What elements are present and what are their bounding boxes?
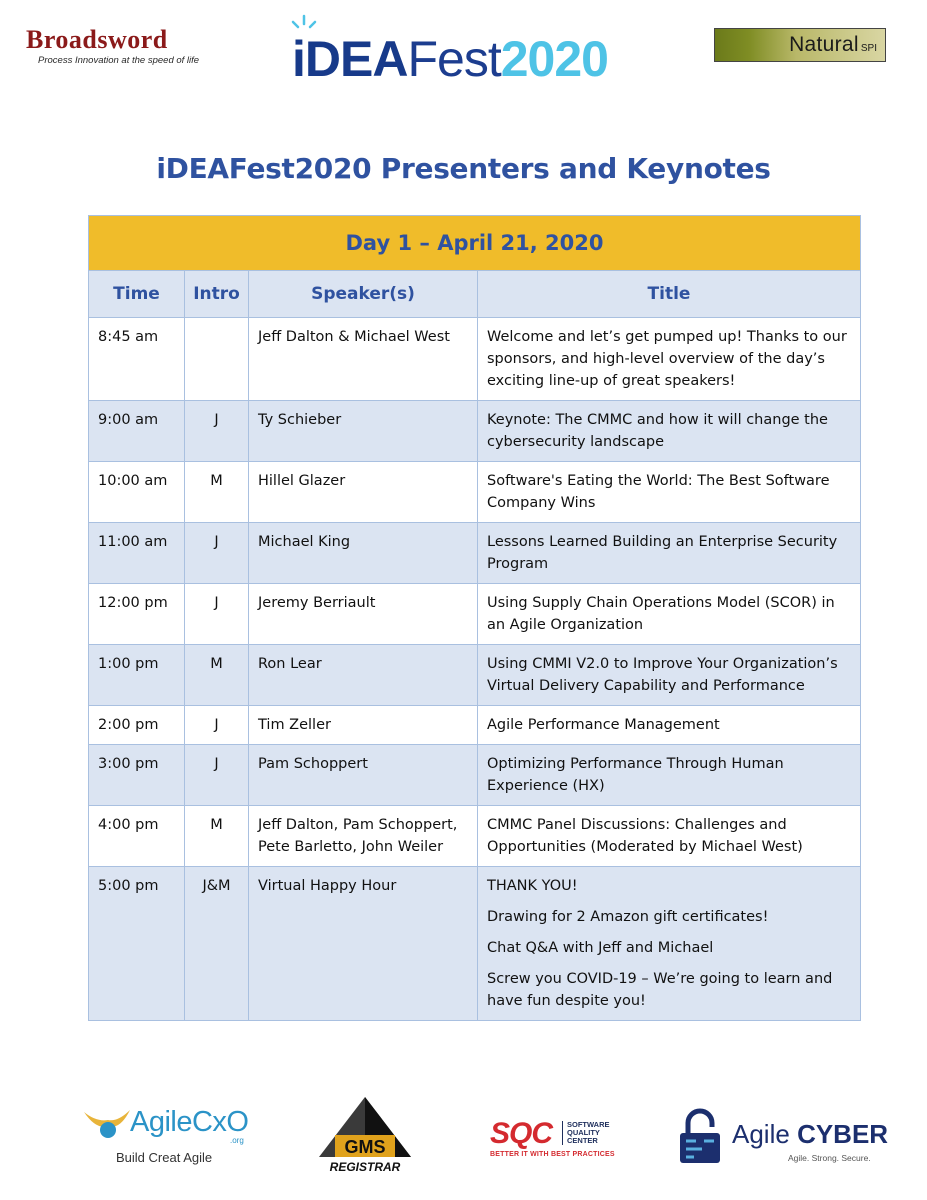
table-row — [89, 523, 861, 584]
column-header-time: Time — [89, 271, 185, 318]
title-paragraph: Welcome and let’s get pumped up! Thanks to our sponsors, and high-level overview of the day’s exciting line-up of great speakers! — [487, 329, 847, 389]
cell-title — [478, 462, 861, 523]
natural-wordmark: Natural — [789, 33, 859, 56]
cell-intro: J — [185, 706, 249, 745]
agilecxo-wordmark: AgileCxO — [130, 1106, 249, 1138]
title-paragraph: Software's Eating the World: The Best Software Company Wins — [487, 473, 830, 511]
title-paragraph: Drawing for 2 Amazon gift certificates! — [487, 909, 769, 925]
agilecxo-bird-icon — [82, 1104, 132, 1144]
cell-time: 3:00 pm — [89, 745, 185, 806]
cell-title — [478, 645, 861, 706]
cell-time: 9:00 am — [89, 401, 185, 462]
schedule-body — [89, 318, 861, 1021]
cell-intro: J — [185, 584, 249, 645]
agilecxo-logo — [80, 1100, 260, 1170]
cell-title — [478, 745, 861, 806]
cell-time: 4:00 pm — [89, 806, 185, 867]
gms-registrar-logo — [315, 1095, 415, 1175]
cell-time: 12:00 pm — [89, 584, 185, 645]
table-row — [89, 645, 861, 706]
ideafest-prefix: iDEA — [292, 31, 408, 85]
cell-speakers: Jeff Dalton & Michael West — [249, 318, 478, 401]
sqc-name-line: CENTER — [567, 1136, 598, 1145]
cell-title — [478, 401, 861, 462]
column-header-title: Title — [478, 271, 861, 318]
cell-intro: J — [185, 523, 249, 584]
day-heading: Day 1 – April 21, 2020 — [89, 216, 861, 271]
agilecxo-tagline: Build Creat Agile — [116, 1150, 213, 1165]
cell-speakers: Ron Lear — [249, 645, 478, 706]
cell-title — [478, 523, 861, 584]
sqc-full-name — [562, 1121, 610, 1145]
agilecxo-org-suffix: .org — [230, 1136, 244, 1145]
cell-title — [478, 806, 861, 867]
cell-time: 1:00 pm — [89, 645, 185, 706]
column-header-intro: Intro — [185, 271, 249, 318]
table-row — [89, 401, 861, 462]
title-paragraph: Screw you COVID-19 – We’re going to learn and have fun despite you! — [487, 971, 833, 1009]
agile-cyber-logo — [670, 1105, 889, 1170]
cell-intro: J — [185, 745, 249, 806]
cell-speakers: Tim Zeller — [249, 706, 478, 745]
natural-spi-logo — [714, 28, 886, 62]
cell-title — [478, 867, 861, 1021]
cell-intro: M — [185, 806, 249, 867]
ideafest-year: 2020 — [500, 31, 608, 85]
cell-intro — [185, 318, 249, 401]
ideafest-logo — [290, 10, 640, 85]
spark-rays-icon — [293, 16, 315, 27]
cell-intro: M — [185, 462, 249, 523]
sqc-tagline: BETTER IT WITH BEST PRACTICES — [490, 1151, 615, 1158]
title-paragraph: Agile Performance Management — [487, 717, 720, 733]
cell-speakers: Jeff Dalton, Pam Schoppert, Pete Barletto, John Weiler — [249, 806, 478, 867]
cell-time: 2:00 pm — [89, 706, 185, 745]
gms-wordmark: GMS — [344, 1137, 386, 1157]
table-row — [89, 318, 861, 401]
cell-speakers: Pam Schoppert — [249, 745, 478, 806]
agile-cyber-tagline: Agile. Strong. Secure. — [788, 1153, 871, 1163]
agile-cyber-word-agile: Agile — [732, 1119, 790, 1149]
table-row — [89, 706, 861, 745]
sqc-name-line: SOFTWARE — [567, 1120, 610, 1129]
sqc-wordmark: SQC — [490, 1117, 553, 1150]
natural-spi-suffix: SPI — [860, 42, 877, 54]
gms-registrar-text: REGISTRAR — [329, 1160, 401, 1174]
table-row — [89, 745, 861, 806]
sqc-logo — [478, 1115, 628, 1165]
svg-text:iDEAFest2020 — [292, 31, 608, 85]
schedule-table — [88, 215, 861, 1021]
cell-speakers: Virtual Happy Hour — [249, 867, 478, 1021]
title-paragraph: Using Supply Chain Operations Model (SCOR) in an Agile Organization — [487, 595, 835, 633]
title-paragraph: Using CMMI V2.0 to Improve Your Organization’s Virtual Delivery Capability and Performance — [487, 656, 838, 694]
broadsword-logo — [26, 26, 221, 70]
cell-intro: M — [185, 645, 249, 706]
table-row — [89, 806, 861, 867]
cell-time: 11:00 am — [89, 523, 185, 584]
agile-cyber-wordmark — [732, 1119, 888, 1150]
cell-speakers: Michael King — [249, 523, 478, 584]
title-paragraph: Optimizing Performance Through Human Experience (HX) — [487, 756, 784, 794]
page-title: iDEAFest2020 Presenters and Keynotes — [156, 152, 771, 185]
cell-time: 8:45 am — [89, 318, 185, 401]
cell-title — [478, 318, 861, 401]
cell-speakers: Ty Schieber — [249, 401, 478, 462]
cell-title — [478, 584, 861, 645]
cell-intro: J&M — [185, 867, 249, 1021]
title-paragraph: CMMC Panel Discussions: Challenges and Opportunities (Moderated by Michael West) — [487, 817, 803, 855]
title-paragraph: THANK YOU! — [487, 878, 578, 894]
table-row — [89, 462, 861, 523]
cell-speakers: Jeremy Berriault — [249, 584, 478, 645]
ideafest-middle: Fest — [407, 31, 501, 85]
title-paragraph: Keynote: The CMMC and how it will change the cybersecurity landscape — [487, 412, 828, 450]
agile-cyber-word-cyber: CYBER — [797, 1119, 889, 1149]
table-header-row — [89, 271, 861, 318]
cell-title — [478, 706, 861, 745]
table-row — [89, 584, 861, 645]
broadsword-tagline: Process Innovation at the speed of life — [38, 55, 200, 66]
broadsword-wordmark: Broadsword — [26, 25, 168, 54]
cell-time: 5:00 pm — [89, 867, 185, 1021]
title-paragraph: Lessons Learned Building an Enterprise Security Program — [487, 534, 838, 572]
title-paragraph: Chat Q&A with Jeff and Michael — [487, 940, 714, 956]
column-header-speakers: Speaker(s) — [249, 271, 478, 318]
cell-intro: J — [185, 401, 249, 462]
sqc-name-line: QUALITY — [567, 1128, 600, 1137]
cell-time: 10:00 am — [89, 462, 185, 523]
padlock-icon — [672, 1107, 728, 1167]
cell-speakers: Hillel Glazer — [249, 462, 478, 523]
table-row — [89, 867, 861, 1021]
